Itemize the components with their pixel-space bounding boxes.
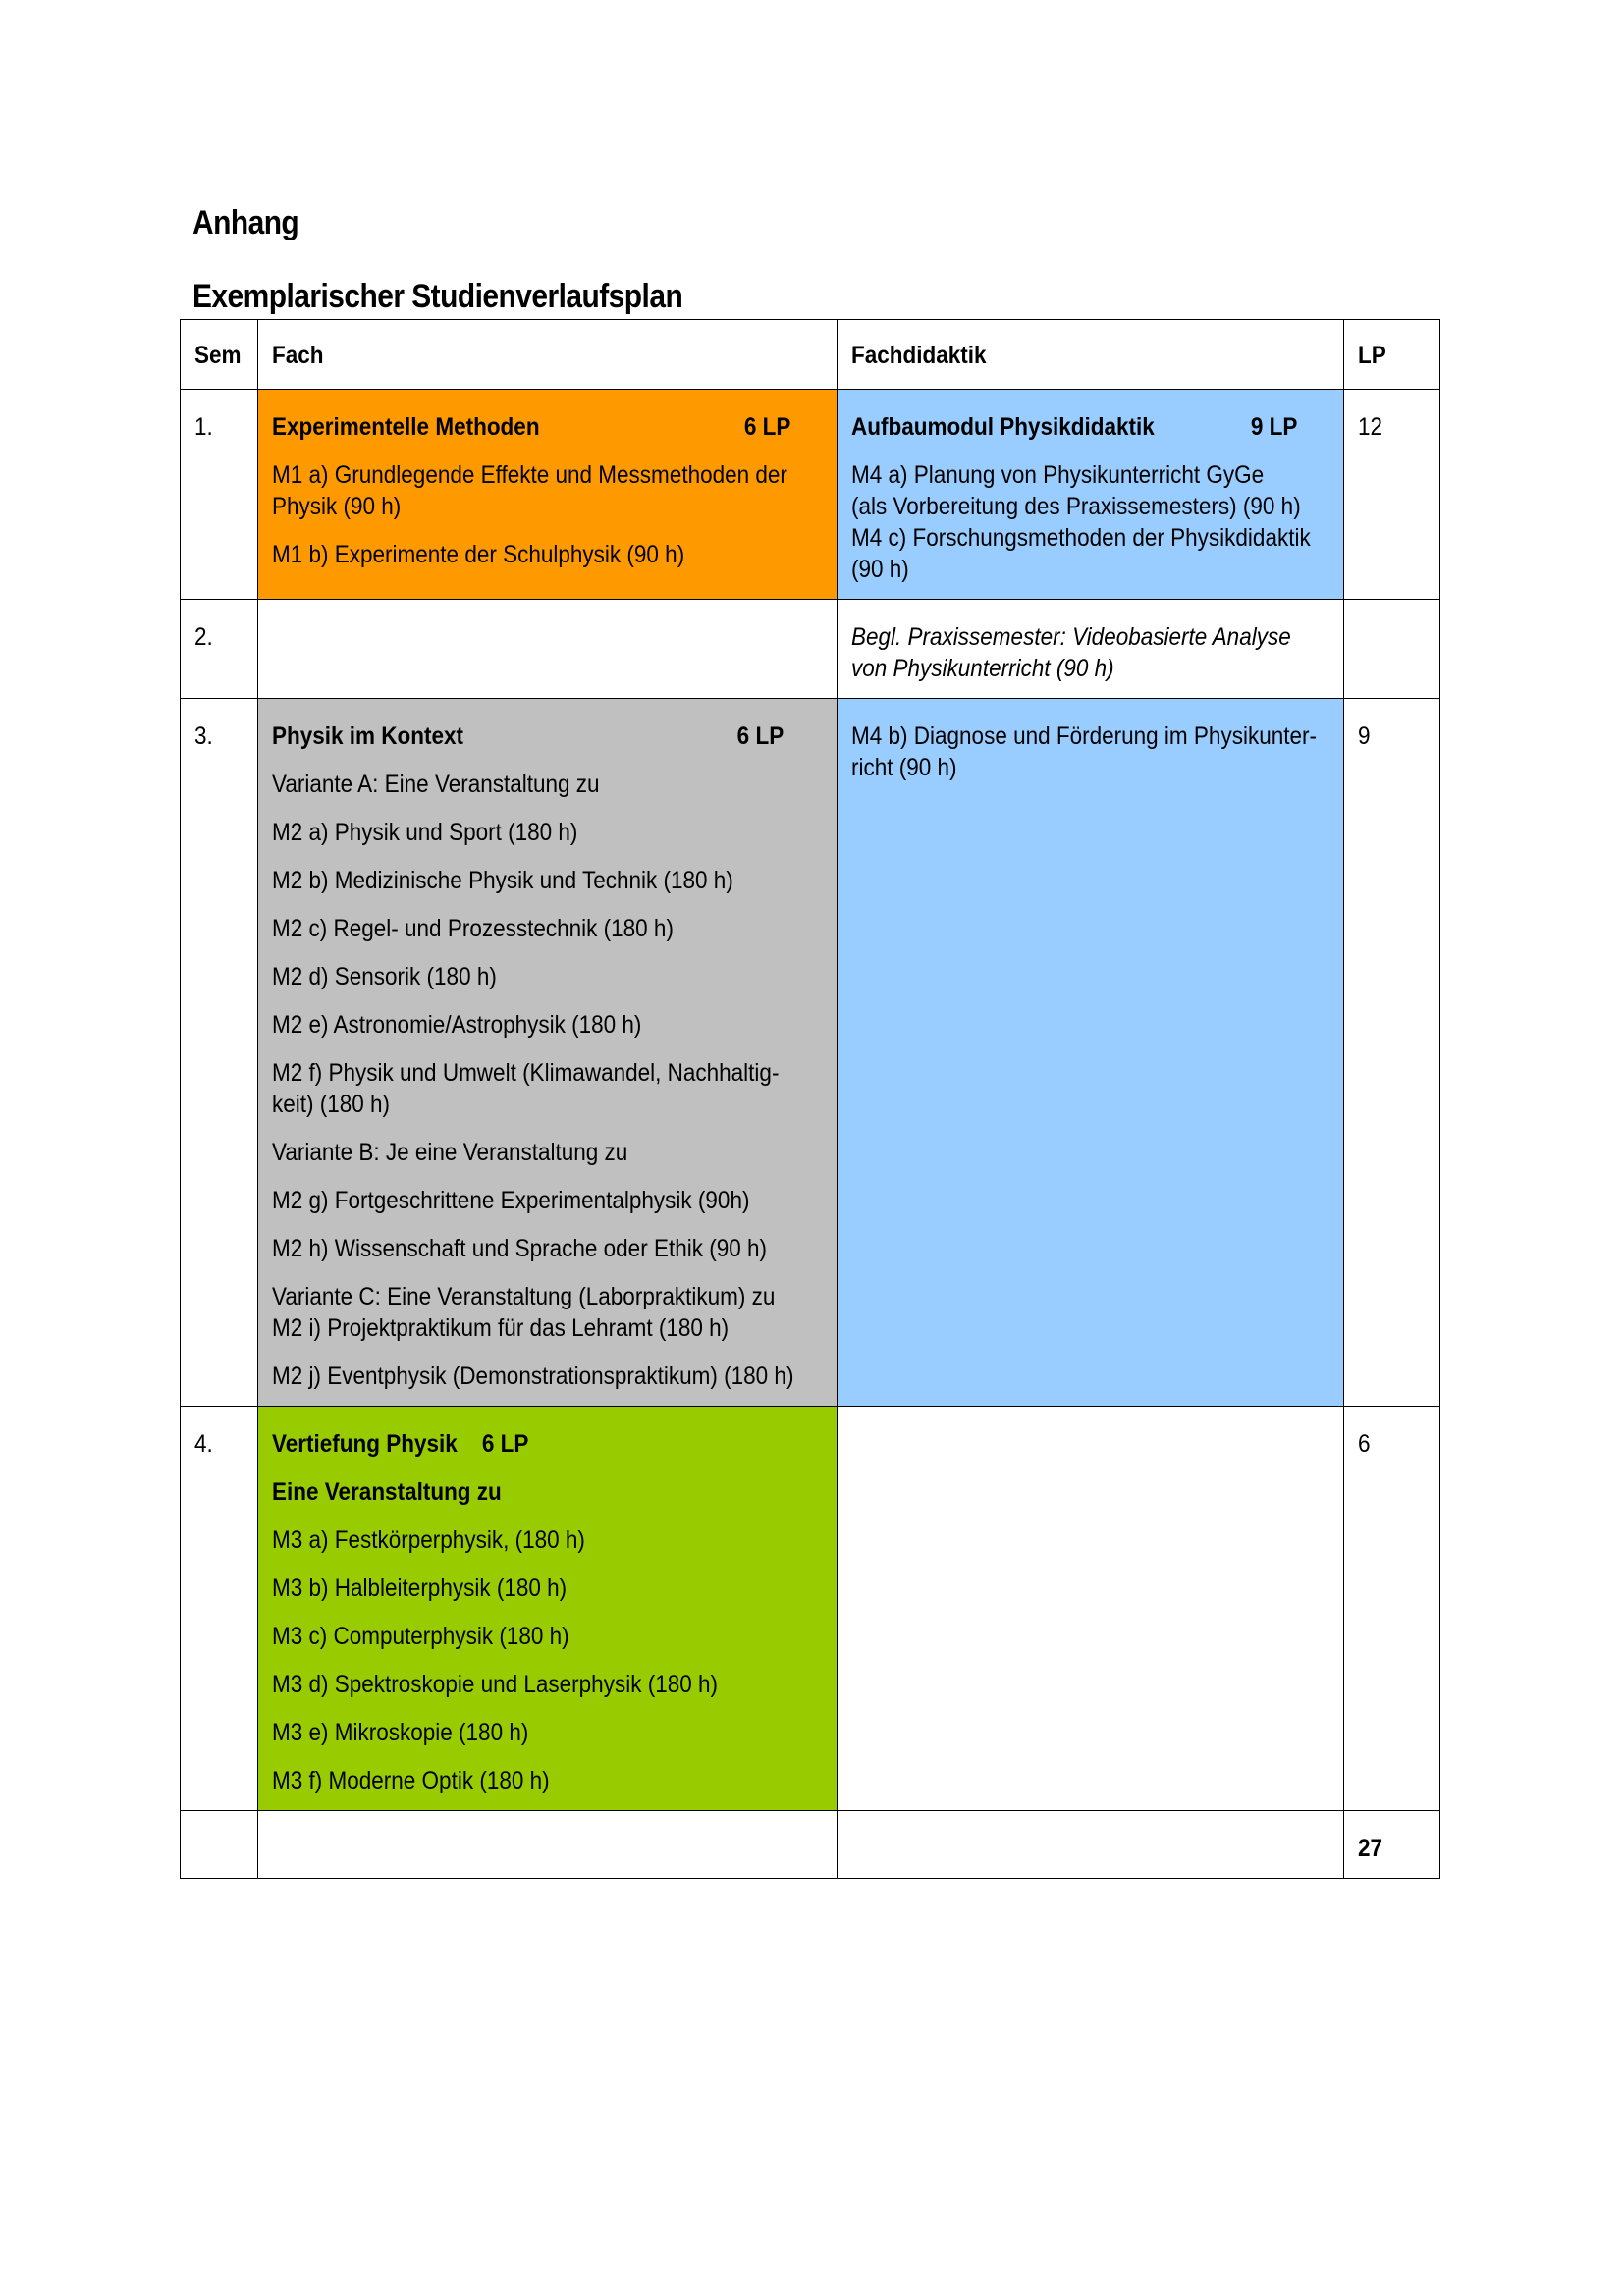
study-plan-table bbox=[180, 319, 1440, 1879]
course-line: M3 c) Computerphysik (180 h) bbox=[272, 1623, 569, 1650]
course-line: M2 c) Regel- und Prozesstechnik (180 h) bbox=[272, 915, 674, 942]
header-fach: Fach bbox=[258, 320, 838, 390]
course-line: M1 a) Grundlegende Effekte und Messmethoden der bbox=[272, 461, 787, 489]
course-line: (90 h) bbox=[851, 556, 909, 583]
module-title-row bbox=[851, 411, 1329, 443]
course-line: M2 a) Physik und Sport (180 h) bbox=[272, 819, 578, 846]
fach-cell-vertiefung-physik bbox=[258, 1407, 838, 1811]
course-line: von Physikunterricht (90 h) bbox=[851, 655, 1114, 682]
course-line: M1 b) Experimente der Schulphysik (90 h) bbox=[272, 541, 685, 568]
semester-cell: 2. bbox=[181, 600, 258, 699]
course-line: M3 d) Spektroskopie und Laserphysik (180 h) bbox=[272, 1671, 718, 1698]
table-row-semester-3 bbox=[181, 699, 1440, 1407]
fachdidaktik-cell-empty bbox=[838, 1811, 1344, 1879]
module-title: Physik im Kontext bbox=[272, 722, 464, 750]
header-fachdidaktik: Fachdidaktik bbox=[838, 320, 1344, 390]
course-line: M2 d) Sensorik (180 h) bbox=[272, 963, 497, 990]
course-line: M2 f) Physik und Umwelt (Klimawandel, Nachhaltig- bbox=[272, 1059, 780, 1087]
fachdidaktik-cell-praxissemester bbox=[838, 600, 1344, 699]
course-line: M3 b) Halbleiterphysik (180 h) bbox=[272, 1575, 568, 1602]
fach-cell-physik-im-kontext bbox=[258, 699, 838, 1407]
appendix-heading: Anhang bbox=[192, 204, 299, 241]
lp-cell: 6 bbox=[1344, 1407, 1440, 1811]
module-title-row bbox=[272, 411, 823, 443]
fach-cell-empty bbox=[258, 1811, 838, 1879]
module-title: Experimentelle Methoden bbox=[272, 413, 540, 441]
course-line: Physik (90 h) bbox=[272, 493, 402, 520]
table-row-total bbox=[181, 1811, 1440, 1879]
lp-cell: 9 bbox=[1344, 699, 1440, 1407]
semester-cell: 4. bbox=[181, 1407, 258, 1811]
module-subtitle: Eine Veranstaltung zu bbox=[272, 1478, 502, 1506]
lp-cell: 12 bbox=[1344, 390, 1440, 600]
module-title: Aufbaumodul Physikdidaktik bbox=[851, 413, 1155, 441]
fach-cell-empty bbox=[258, 600, 838, 699]
total-lp-cell: 27 bbox=[1344, 1811, 1440, 1879]
study-plan-heading: Exemplarischer Studienverlaufsplan bbox=[192, 278, 683, 315]
header-lp: LP bbox=[1344, 320, 1440, 390]
module-credits: 9 LP bbox=[1251, 413, 1298, 441]
header-sem: Sem bbox=[181, 320, 258, 390]
table-header-row bbox=[181, 320, 1440, 390]
lp-cell bbox=[1344, 600, 1440, 699]
module-title: Vertiefung Physik 6 LP bbox=[272, 1430, 529, 1458]
table-row-semester-2 bbox=[181, 600, 1440, 699]
course-line: (als Vorbereitung des Praxissemesters) (90 h) bbox=[851, 493, 1301, 520]
module-credits: 6 LP bbox=[744, 413, 791, 441]
course-line: M3 f) Moderne Optik (180 h) bbox=[272, 1767, 550, 1794]
course-line: M2 j) Eventphysik (Demonstrationspraktikum) (180 h) bbox=[272, 1362, 794, 1390]
table-row-semester-1 bbox=[181, 390, 1440, 600]
table-row-semester-4 bbox=[181, 1407, 1440, 1811]
module-title-row bbox=[272, 721, 823, 752]
course-line: Begl. Praxissemester: Videobasierte Analyse bbox=[851, 623, 1291, 651]
fachdidaktik-cell-diagnose bbox=[838, 699, 1344, 1407]
course-line: M3 e) Mikroskopie (180 h) bbox=[272, 1719, 529, 1746]
module-credits: 6 LP bbox=[736, 722, 785, 750]
course-line: M4 b) Diagnose und Förderung im Physikunter- bbox=[851, 722, 1317, 750]
semester-cell: 1. bbox=[181, 390, 258, 600]
course-line: M2 g) Fortgeschrittene Experimentalphysik (90h) bbox=[272, 1187, 750, 1214]
fachdidaktik-cell-empty bbox=[838, 1407, 1344, 1811]
fachdidaktik-cell-aufbaumodul bbox=[838, 390, 1344, 600]
semester-cell-empty bbox=[181, 1811, 258, 1879]
course-line: M2 e) Astronomie/Astrophysik (180 h) bbox=[272, 1011, 642, 1039]
course-line: M2 i) Projektpraktikum für das Lehramt (180 h) bbox=[272, 1314, 730, 1342]
course-line: M4 c) Forschungsmethoden der Physikdidaktik bbox=[851, 524, 1311, 552]
semester-cell: 3. bbox=[181, 699, 258, 1407]
course-line: Variante C: Eine Veranstaltung (Laborpraktikum) zu bbox=[272, 1283, 776, 1310]
course-line: M4 a) Planung von Physikunterricht GyGe bbox=[851, 461, 1265, 489]
course-line: richt (90 h) bbox=[851, 754, 957, 781]
course-line: keit) (180 h) bbox=[272, 1091, 391, 1118]
course-line: M3 a) Festkörperphysik, (180 h) bbox=[272, 1526, 585, 1554]
course-line: M2 b) Medizinische Physik und Technik (180 h) bbox=[272, 867, 733, 894]
course-line: M2 h) Wissenschaft und Sprache oder Ethik (90 h) bbox=[272, 1235, 767, 1262]
course-line: Variante A: Eine Veranstaltung zu bbox=[272, 771, 600, 798]
fach-cell-experimentelle-methoden bbox=[258, 390, 838, 600]
course-line: Variante B: Je eine Veranstaltung zu bbox=[272, 1139, 628, 1166]
